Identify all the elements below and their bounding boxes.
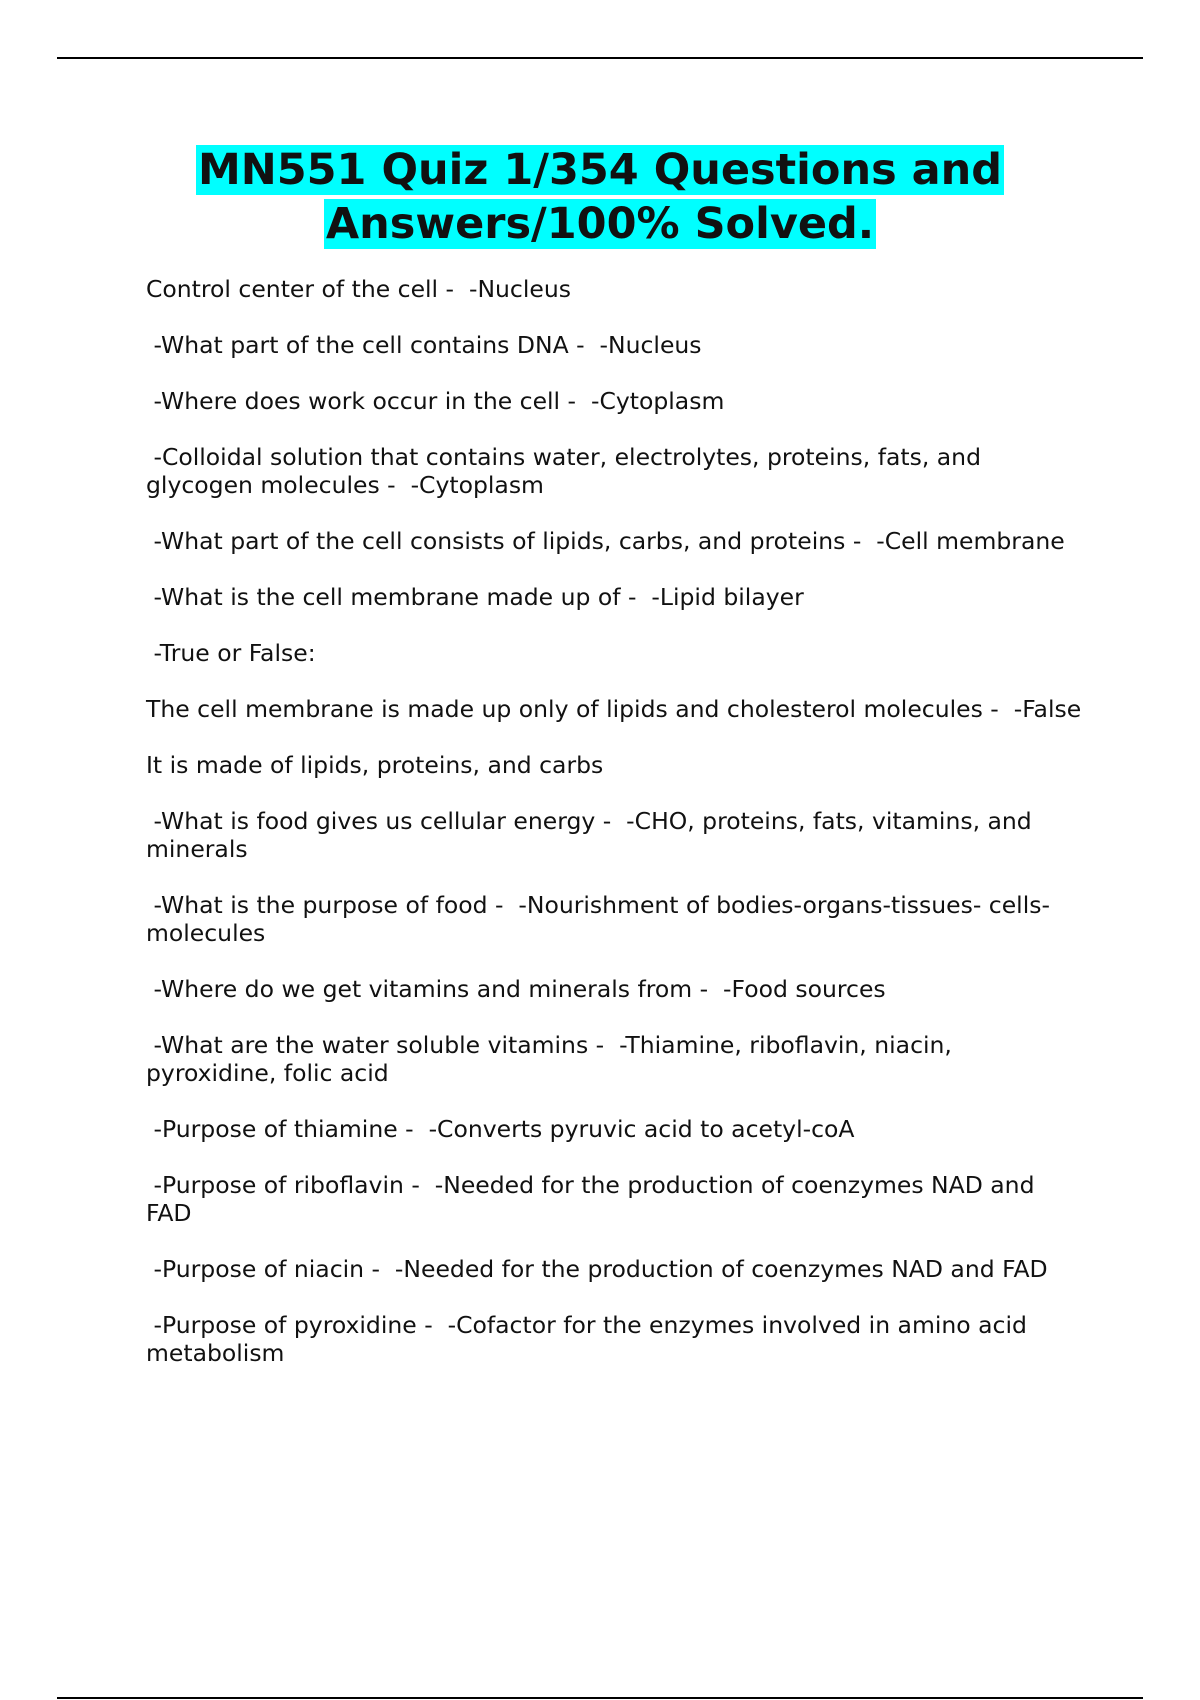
qa-paragraph-10: -What is food gives us cellular energy - -CHO, proteins, fats, vitamins, and minerals	[146, 807, 1040, 863]
qa-paragraph-17: -Purpose of pyroxidine - -Cofactor for the enzymes involved in amino acid metabolism	[146, 1311, 1035, 1367]
title-line-1: MN551 Quiz 1/354 Questions and	[197, 145, 1003, 195]
qa-paragraph-14: -Purpose of thiamine - -Converts pyruvic acid to acetyl-coA	[146, 1115, 855, 1143]
title-line-2: Answers/100% Solved.	[325, 199, 875, 249]
document-body	[146, 275, 1086, 1395]
qa-paragraph-11: -What is the purpose of food - -Nourishment of bodies-organs-tissues- cells-molecules	[146, 891, 1050, 947]
qa-paragraph-2: -What part of the cell contains DNA - -Nucleus	[146, 331, 702, 359]
qa-paragraph-15: -Purpose of riboflavin - -Needed for the production of coenzymes NAD and FAD	[146, 1171, 1042, 1227]
qa-paragraph-6: -What is the cell membrane made up of - -Lipid bilayer	[146, 583, 804, 611]
qa-paragraph-5: -What part of the cell consists of lipids, carbs, and proteins - -Cell membrane	[146, 527, 1065, 555]
qa-paragraph-16: -Purpose of niacin - -Needed for the production of coenzymes NAD and FAD	[146, 1255, 1048, 1283]
qa-paragraph-8: The cell membrane is made up only of lipids and cholesterol molecules - -False	[146, 695, 1082, 723]
top-rule	[57, 57, 1143, 59]
qa-paragraph-3: -Where does work occur in the cell - -Cytoplasm	[146, 387, 725, 415]
qa-paragraph-13: -What are the water soluble vitamins - -Thiamine, riboflavin, niacin, pyroxidine, folic acid	[146, 1031, 960, 1087]
qa-paragraph-4: -Colloidal solution that contains water, electrolytes, proteins, fats, and glycogen molecules - -Cytoplasm	[146, 443, 989, 499]
bottom-rule	[57, 1697, 1143, 1699]
document-title	[120, 143, 1080, 251]
qa-paragraph-9: It is made of lipids, proteins, and carbs	[146, 751, 604, 779]
qa-paragraph-12: -Where do we get vitamins and minerals from - -Food sources	[146, 975, 886, 1003]
qa-paragraph-7: -True or False:	[146, 639, 316, 667]
qa-paragraph-1: Control center of the cell - -Nucleus	[146, 275, 571, 303]
